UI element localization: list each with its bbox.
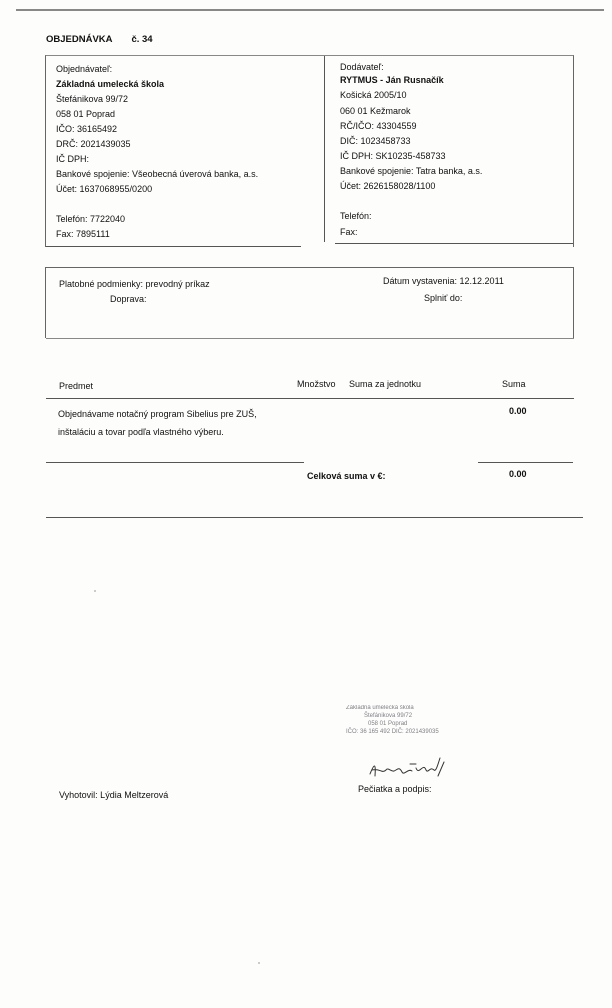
items-rule-left <box>46 462 304 463</box>
parties-bottom-right <box>335 243 573 244</box>
supplier-dic: DIČ: 1023458733 <box>340 136 411 146</box>
buyer-street: Štefánikova 99/72 <box>56 94 129 104</box>
order-label: OBJEDNÁVKA <box>46 34 113 45</box>
buyer-icdph: IČ DPH: <box>56 154 90 164</box>
supplier-icdph: IČ DPH: SK10235-458733 <box>340 151 446 161</box>
total-label: Celková suma v €: <box>307 471 386 481</box>
total-value: 0.00 <box>509 469 527 479</box>
issue-date: Dátum vystavenia: 12.12.2011 <box>383 276 504 286</box>
col-subject: Predmet <box>59 381 94 391</box>
buyer-ico: IČO: 36165492 <box>56 124 118 134</box>
stamp-line-2: Štefánikova 99/72 <box>364 713 413 719</box>
buyer-account: Účet: 1637068955/0200 <box>56 184 153 194</box>
supplier-name: RYTMUS - Ján Rusnačík <box>340 75 444 85</box>
col-quantity: Množstvo <box>297 379 336 389</box>
supplier-account: Účet: 2626158028/1100 <box>340 181 436 191</box>
supplier-bank: Bankové spojenie: Tatra banka, a.s. <box>340 166 483 176</box>
col-unit-price: Suma za jednotku <box>349 379 422 389</box>
stamp-and-signature: Pečiatka a podpis: <box>358 784 432 794</box>
payment-terms: Platobné podmienky: prevodný príkaz <box>59 279 210 289</box>
supplier-phone: Telefón: <box>340 211 372 221</box>
parties-divider <box>324 56 325 242</box>
buyer-dic: DRČ: 2021439035 <box>56 139 131 149</box>
supplier-fax: Fax: <box>340 227 358 237</box>
col-sum: Suma <box>502 379 526 389</box>
item-description-line1: Objednávame notačný program Sibelius pre ZUŠ, <box>58 409 257 419</box>
supplier-city: 060 01 Kežmarok <box>340 106 411 116</box>
transport: Doprava: <box>110 294 147 304</box>
supplier-ico: RČ/IČO: 43304559 <box>340 121 417 131</box>
supplier-street: Košická 2005/10 <box>340 90 407 100</box>
fulfil-by: Splniť do: <box>424 293 463 303</box>
order-title <box>46 34 153 45</box>
item-description-line2: inštaláciu a tovar podľa vlastného výberu. <box>58 427 224 437</box>
order-number: č. 34 <box>131 34 153 45</box>
terms-bottom <box>46 338 574 339</box>
item-sum: 0.00 <box>509 406 527 416</box>
stamp-line-3: 058 01 Poprad <box>368 721 408 727</box>
buyer-fax: Fax: 7895111 <box>56 229 110 239</box>
buyer-name: Základná umelecká škola <box>56 79 165 89</box>
table-header-rule <box>46 398 574 399</box>
scan-top-edge <box>16 9 604 11</box>
buyer-heading: Objednávateľ: <box>56 64 113 74</box>
school-stamp <box>346 704 439 736</box>
supplier-heading: Dodávateľ: <box>340 62 384 72</box>
stamp-line-4: IČO: 36 165 492 DIČ: 2021439035 <box>346 729 439 735</box>
signature <box>366 754 452 784</box>
buyer-city: 058 01 Poprad <box>56 109 116 119</box>
buyer-phone: Telefón: 7722040 <box>56 214 126 224</box>
total-rule <box>46 517 583 518</box>
stamp-line-1: Základná umelecká škola <box>346 705 414 711</box>
items-rule-right <box>478 462 573 463</box>
parties-bottom-left <box>46 246 301 247</box>
buyer-bank: Bankové spojenie: Všeobecná úverová banka, a.s. <box>56 169 259 179</box>
scan-speck <box>258 962 260 964</box>
scan-speck <box>94 590 96 592</box>
prepared-by: Vyhotovil: Lýdia Meltzerová <box>59 790 169 800</box>
